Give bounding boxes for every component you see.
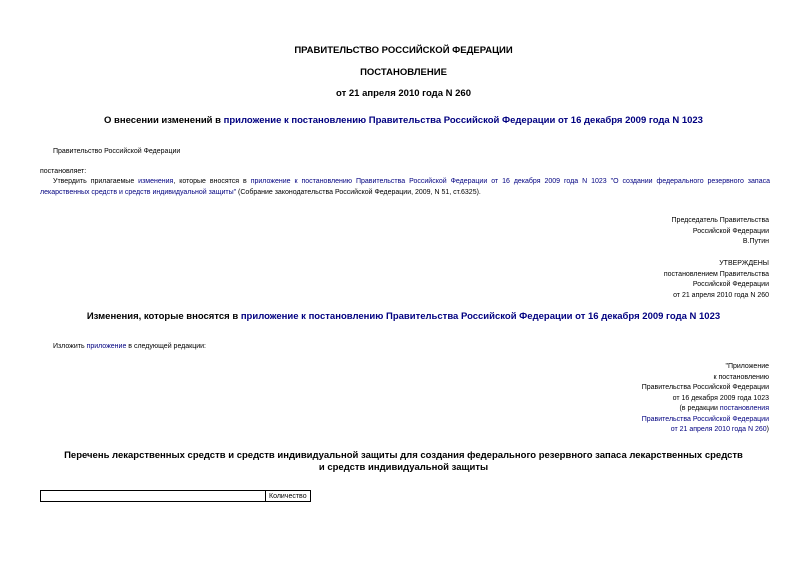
decree-paragraph <box>40 177 770 198</box>
doc-type-heading: ПОСТАНОВЛЕНИЕ <box>360 67 447 78</box>
changes-paragraph <box>53 342 206 353</box>
appendix-line-7-end: ) <box>766 426 769 433</box>
signature-line-1: Председатель Правительства <box>671 217 769 224</box>
approved-line-4: от 21 апреля 2010 года N 260 <box>673 291 769 299</box>
appendix-line-1: "Приложение <box>725 363 769 370</box>
appendix-block <box>642 362 769 436</box>
appendix-decree-link[interactable]: приложение к постановлению Правительства Российской Федерации от 16 декабря 2009 года N 1023 "О создании федерального резервного запаса лекарственных средств и средств индивидуальной защиты" <box>40 178 770 196</box>
appendix-line-2: к постановлению <box>713 373 769 381</box>
appendix-line-5 <box>642 404 769 415</box>
signature-line-3: В.Путин <box>742 238 769 245</box>
amendment-decree-link[interactable]: постановления <box>719 405 769 412</box>
decrees-line: постановляет: <box>40 168 87 175</box>
appendix-link[interactable]: приложение <box>86 343 127 350</box>
changes-title <box>0 311 807 322</box>
changes-end: в следующей редакции: <box>126 343 207 350</box>
appendix-line-3: Правительства Российской Федерации <box>641 384 769 391</box>
approved-line-3: Российской Федерации <box>692 281 769 288</box>
table-header-quantity: Количество <box>266 491 311 502</box>
date-number-heading: от 21 апреля 2010 года N 260 <box>336 88 471 99</box>
decree-title-prefix: О внесении изменений в <box>104 115 224 126</box>
changes-title-link[interactable]: приложение к постановлению Правительства Российской Федерации от 16 декабря 2009 года N 1023 <box>240 311 721 322</box>
signature-block <box>672 216 769 248</box>
list-title: Перечень лекарственных средств и средств индивидуальной защиты для создания федерального резервного запаса лекарственных средств и средств индивидуальной защиты <box>64 450 743 473</box>
appendix-line-4: от 16 декабря 2009 года 1023 <box>672 394 769 402</box>
table-header-name <box>41 491 266 502</box>
appendix-line-6[interactable]: Правительства Российской Федерации <box>641 415 769 423</box>
approved-block <box>664 259 769 301</box>
decree-title-link[interactable]: приложение к постановлению Правительства Российской Федерации от 16 декабря 2009 года N 1023 <box>223 115 703 126</box>
paragraph-end: (Собрание законодательства Российской Федерации, 2009, N 51, ст.6325). <box>236 188 481 196</box>
items-table <box>40 490 311 502</box>
table-header-row <box>41 491 311 502</box>
appendix-line-5-prefix: (в редакции <box>679 405 720 412</box>
changes-link[interactable]: изменения <box>138 178 174 185</box>
changes-start: Изложить <box>53 343 87 350</box>
decree-title <box>0 115 807 126</box>
government-line: Правительство Российской Федерации <box>53 148 181 155</box>
changes-title-prefix: Изменения, которые вносятся в <box>86 311 241 322</box>
paragraph-mid: , которые вносятся в <box>173 178 251 185</box>
approved-line-2: постановлением Правительства <box>663 270 769 278</box>
paragraph-start: Утвердить прилагаемые <box>53 178 139 185</box>
approved-line-1: УТВЕРЖДЕНЫ <box>719 260 769 267</box>
signature-line-2: Российской Федерации <box>692 227 769 235</box>
appendix-line-7 <box>642 425 769 436</box>
amendment-date-link[interactable]: от 21 апреля 2010 года N 260 <box>670 426 767 433</box>
government-heading: ПРАВИТЕЛЬСТВО РОССИЙСКОЙ ФЕДЕРАЦИИ <box>294 45 513 56</box>
